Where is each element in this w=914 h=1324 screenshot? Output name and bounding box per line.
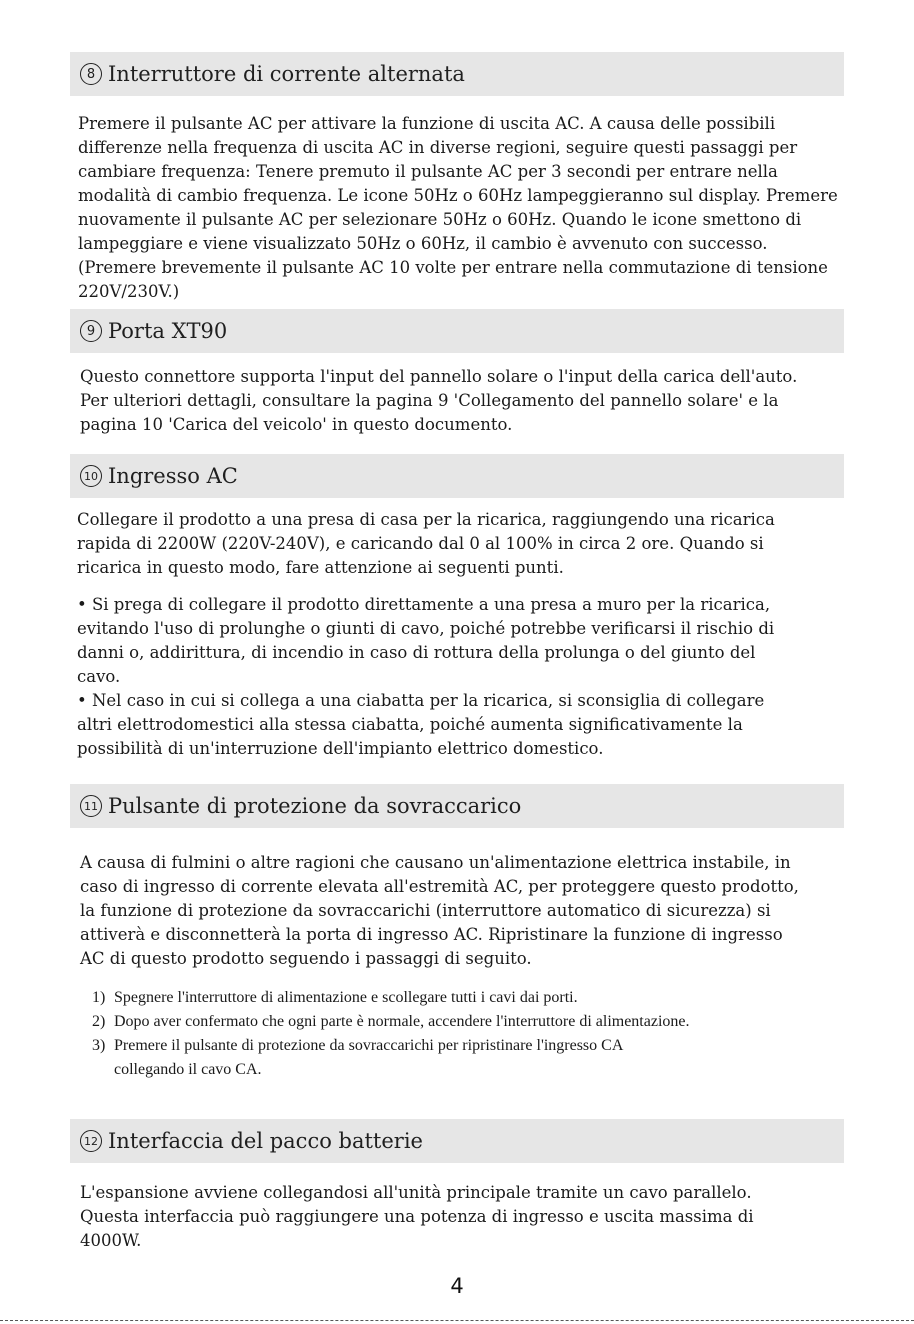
text-line: ricarica in questo modo, fare attenzione ai seguenti punti. — [77, 558, 564, 577]
step-number: 3) — [92, 1037, 106, 1054]
text-line: la funzione di protezione da sovraccarichi (interruttore automatico di sicurezza) si — [80, 901, 771, 920]
section-9-header — [70, 309, 844, 353]
section-10-header — [70, 454, 844, 498]
section-12-header — [70, 1119, 844, 1163]
text-line: cambiare frequenza: Tenere premuto il pulsante AC per 3 secondi per entrare nella — [78, 162, 778, 181]
section-8-header — [70, 52, 844, 96]
text-line: rapida di 2200W (220V-240V), e caricando dal 0 al 100% in circa 2 ore. Quando si — [77, 534, 764, 553]
section-12-body — [80, 1181, 754, 1253]
text-line: Premere il pulsante AC per attivare la funzione di uscita AC. A causa delle possibili — [78, 114, 776, 133]
text-line: 4000W. — [80, 1231, 142, 1250]
text-line: (Premere brevemente il pulsante AC 10 volte per entrare nella commutazione di tensione — [78, 258, 828, 277]
text-line: A causa di fulmini o altre ragioni che causano un'alimentazione elettrica instabile, in — [80, 853, 791, 872]
bullet-line: altri elettrodomestici alla stessa ciabatta, poiché aumenta significativamente la — [77, 715, 743, 734]
step-text: collegando il cavo CA. — [114, 1061, 262, 1078]
text-line: lampeggiare e viene visualizzato 50Hz o 60Hz, il cambio è avvenuto con successo. — [78, 234, 768, 253]
bullet-line: danni o, addirittura, di incendio in caso di rottura della prolunga o del giunto del — [77, 643, 756, 662]
text-line: nuovamente il pulsante AC per selezionare 50Hz o 60Hz. Quando le icone smettono di — [78, 210, 802, 229]
text-line: L'espansione avviene collegandosi all'unità principale tramite un cavo parallelo. — [80, 1183, 752, 1202]
text-line: modalità di cambio frequenza. Le icone 50Hz o 60Hz lampeggieranno sul display. Premere — [78, 186, 838, 205]
bottom-divider — [0, 1320, 914, 1321]
section-8-body — [78, 112, 838, 304]
text-line: Per ulteriori dettagli, consultare la pagina 9 'Collegamento del pannello solare' e la — [80, 391, 779, 410]
text-line: differenze nella frequenza di uscita AC in diverse regioni, seguire questi passaggi per — [78, 138, 798, 157]
section-11-header — [70, 784, 844, 828]
text-line: attiverà e disconnetterà la porta di ingresso AC. Ripristinare la funzione di ingresso — [80, 925, 783, 944]
step-continuation — [92, 1058, 690, 1082]
step-item — [92, 986, 690, 1010]
bullet-line: possibilità di un'interruzione dell'impianto elettrico domestico. — [77, 739, 604, 758]
section-10-title: Ingresso AC — [108, 464, 238, 488]
section-9-body — [80, 365, 797, 437]
section-number-badge: 10 — [80, 465, 102, 487]
text-line: AC di questo prodotto seguendo i passaggi di seguito. — [80, 949, 532, 968]
page-number: 4 — [450, 1274, 464, 1298]
text-line: Questo connettore supporta l'input del pannello solare o l'input della carica dell'auto. — [80, 367, 798, 386]
text-line: pagina 10 'Carica del veicolo' in questo documento. — [80, 415, 513, 434]
section-number-badge: 8 — [80, 63, 102, 85]
step-text: Spegnere l'interruttore di alimentazione e scollegare tutti i cavi dai porti. — [114, 989, 578, 1006]
step-number: 1) — [92, 989, 106, 1006]
step-text: Premere il pulsante di protezione da sovraccarichi per ripristinare l'ingresso CA — [114, 1037, 624, 1054]
section-8-title: Interruttore di corrente alternata — [108, 62, 465, 86]
section-10-body — [77, 508, 775, 580]
text-line: Collegare il prodotto a una presa di casa per la ricarica, raggiungendo una ricarica — [77, 510, 775, 529]
section-11-title: Pulsante di protezione da sovraccarico — [108, 794, 522, 818]
text-line: Questa interfaccia può raggiungere una potenza di ingresso e uscita massima di — [80, 1207, 754, 1226]
section-12-title: Interfaccia del pacco batterie — [108, 1129, 423, 1153]
bullet-line: • Nel caso in cui si collega a una ciabatta per la ricarica, si sconsiglia di collegare — [77, 691, 765, 710]
step-item — [92, 1010, 690, 1034]
text-line: 220V/230V.) — [78, 282, 180, 301]
section-10-bullets — [77, 593, 774, 761]
step-number: 2) — [92, 1013, 106, 1030]
bullet-line: cavo. — [77, 667, 121, 686]
section-number-badge: 12 — [80, 1130, 102, 1152]
text-line: caso di ingresso di corrente elevata all'estremità AC, per proteggere questo prodotto, — [80, 877, 799, 896]
bullet-line: evitando l'uso di prolunghe o giunti di cavo, poiché potrebbe verificarsi il rischio di — [77, 619, 775, 638]
section-number-badge: 11 — [80, 795, 102, 817]
step-text: Dopo aver confermato che ogni parte è normale, accendere l'interruttore di alimentazione. — [114, 1013, 690, 1030]
step-item — [92, 1034, 690, 1058]
section-11-body — [80, 851, 799, 971]
section-number-badge: 9 — [80, 320, 102, 342]
section-9-title: Porta XT90 — [108, 319, 228, 343]
section-11-steps — [92, 986, 690, 1082]
bullet-line: • Si prega di collegare il prodotto direttamente a una presa a muro per la ricarica, — [77, 595, 771, 614]
